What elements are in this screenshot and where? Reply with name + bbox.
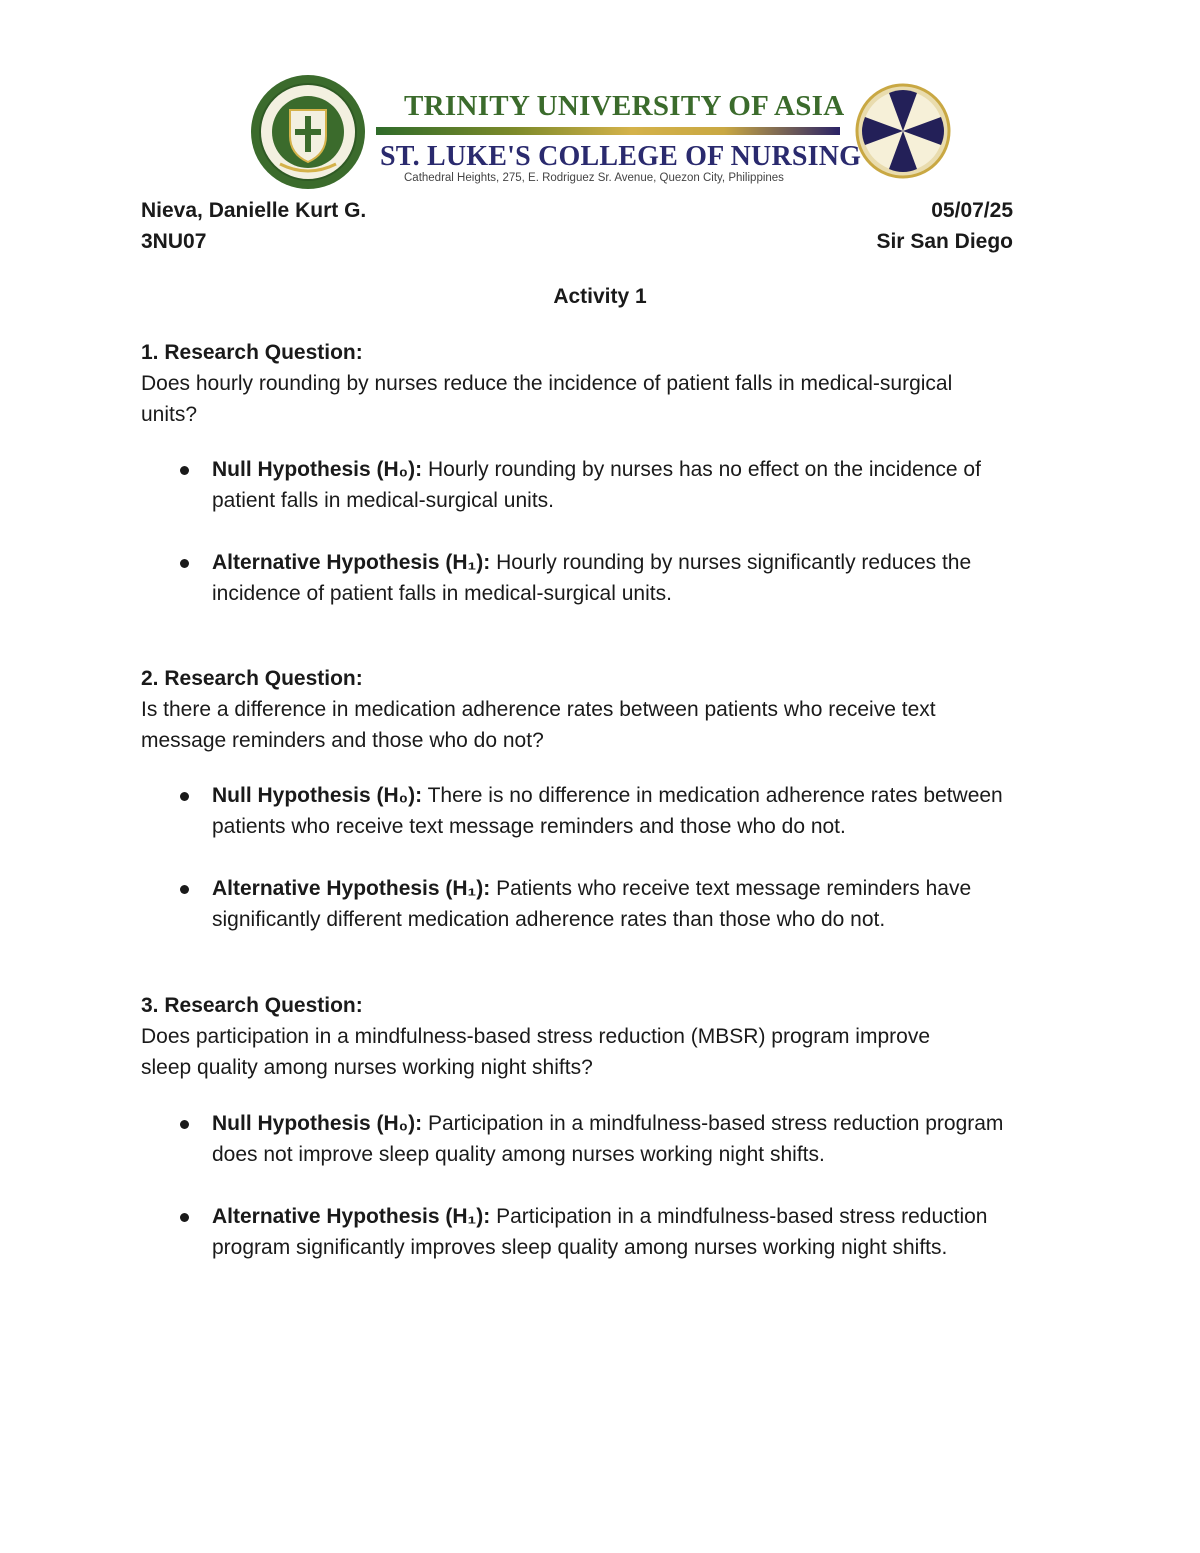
student-name: Nieva, Danielle Kurt G. (141, 199, 367, 222)
question-text-line-2: message reminders and those who do not? (141, 729, 544, 752)
alternative-hypothesis-label: Alternative Hypothesis (H₁): (212, 551, 491, 574)
question-label: 1. Research Question: (141, 341, 363, 364)
alternative-hypothesis-text: Hourly rounding by nurses significantly reduces the incidence of patient falls in medical-surgical units. (212, 551, 972, 605)
bullet-icon (180, 885, 189, 894)
null-hypothesis-3 (180, 1108, 1030, 1170)
research-question-3 (141, 990, 1061, 1083)
alternative-hypothesis-1 (180, 547, 1030, 609)
question-text-line-1: Does participation in a mindfulness-based stress reduction (MBSR) program improve (141, 1025, 930, 1048)
bullet-icon (180, 1213, 189, 1222)
null-hypothesis-2 (180, 780, 1030, 842)
null-hypothesis-1 (180, 454, 1030, 516)
bullet-icon (180, 792, 189, 801)
cross-emblem-icon (855, 83, 951, 179)
bullet-icon (180, 559, 189, 568)
null-hypothesis-text: Participation in a mindfulness-based stress reduction program does not improve sleep quality among nurses working night shifts. (212, 1112, 1004, 1166)
university-seal-icon (250, 74, 366, 190)
question-text-line-2: sleep quality among nurses working night shifts? (141, 1056, 593, 1079)
alternative-hypothesis-3 (180, 1201, 1030, 1263)
question-text-line-2: units? (141, 403, 198, 426)
alternative-hypothesis-2 (180, 873, 1030, 935)
null-hypothesis-label: Null Hypothesis (H₀): (212, 1112, 423, 1135)
question-label: 3. Research Question: (141, 994, 363, 1017)
question-text-line-1: Is there a difference in medication adherence rates between patients who receive text (141, 698, 936, 721)
alternative-hypothesis-text: Patients who receive text message reminders have significantly different medication adherence rates than those who do not. (212, 877, 972, 931)
bullet-icon (180, 1120, 189, 1129)
college-address: Cathedral Heights, 275, E. Rodriguez Sr. Avenue, Quezon City, Philippines (404, 172, 784, 184)
submission-date: 05/07/25 (931, 199, 1013, 222)
alternative-hypothesis-label: Alternative Hypothesis (H₁): (212, 877, 491, 900)
question-label: 2. Research Question: (141, 667, 363, 690)
alternative-hypothesis-text: Participation in a mindfulness-based stress reduction program significantly improves sleep quality among nurses working night shifts. (212, 1205, 988, 1259)
page-title: Activity 1 (553, 285, 647, 308)
null-hypothesis-text: There is no difference in medication adherence rates between patients who receive text message reminders and those who do not. (212, 784, 1003, 838)
alternative-hypothesis-label: Alternative Hypothesis (H₁): (212, 1205, 491, 1228)
null-hypothesis-text: Hourly rounding by nurses has no effect on the incidence of patient falls in medical-surgical units. (212, 458, 981, 512)
college-name: ST. LUKE'S COLLEGE OF NURSING (380, 141, 862, 172)
bullet-icon (180, 466, 189, 475)
class-section: 3NU07 (141, 230, 207, 253)
null-hypothesis-label: Null Hypothesis (H₀): (212, 458, 423, 481)
letterhead (0, 0, 1200, 200)
header-divider (376, 127, 840, 135)
instructor-name: Sir San Diego (876, 230, 1013, 253)
question-text-line-1: Does hourly rounding by nurses reduce the incidence of patient falls in medical-surgical (141, 372, 953, 395)
university-name: TRINITY UNIVERSITY OF ASIA (404, 90, 845, 122)
research-question-2 (141, 663, 1061, 756)
research-question-1 (141, 337, 1061, 430)
null-hypothesis-label: Null Hypothesis (H₀): (212, 784, 423, 807)
